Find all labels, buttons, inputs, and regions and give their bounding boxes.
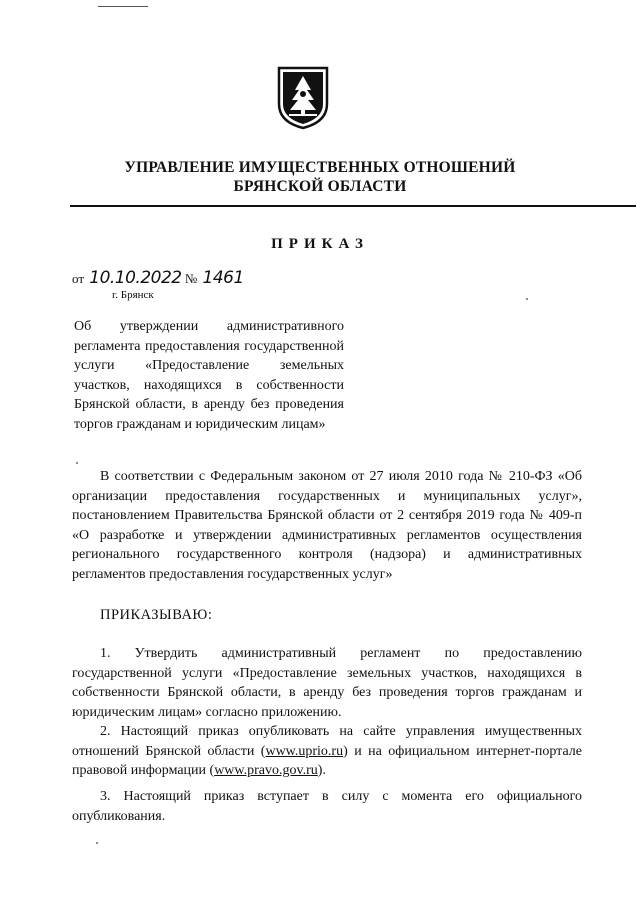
order-item-2-text-after: ). xyxy=(317,763,326,778)
pravo-link[interactable]: www.pravo.gov.ru xyxy=(214,763,318,778)
uprio-link[interactable]: www.uprio.ru xyxy=(265,743,344,759)
scan-artifact-line xyxy=(98,6,148,7)
header-divider xyxy=(70,205,636,207)
order-item-2-text-before: 2. Настоящий приказ опубликовать на сайте управления имущественных отношений Брянской области ( xyxy=(72,724,582,759)
organization-name-line1: УПРАВЛЕНИЕ ИМУЩЕСТВЕННЫХ ОТНОШЕНИЙ xyxy=(124,159,516,176)
scan-speck xyxy=(96,842,98,844)
organization-name-line2: БРЯНСКОЙ ОБЛАСТИ xyxy=(233,178,407,195)
preamble-paragraph: В соответствии с Федеральным законом от 27 июля 2010 года № 210-ФЗ «Об организации предоставления государственных и муниципальных услуг», постановлением Правительства Брянской области от 2 сентября 2019 года № 409-п «О разработке и утверждении административных регламентов осуществления регионального государственного контроля (надзора) и административных регламентов предоставления государственных услуг» xyxy=(72,469,582,582)
document-subject: Об утверждении административного регламента предоставления государственной услуги «Предоставление земельных участков, находящихся в собственности Брянской области, в аренду без проведения торгов гражданам и юридическим лицам» xyxy=(74,319,344,432)
order-item-2-text-middle: ) и на официальном интернет-портале правовой информации ( xyxy=(72,743,582,778)
scan-speck xyxy=(76,462,78,464)
document-title: ПРИКАЗ xyxy=(271,236,369,252)
scan-speck xyxy=(526,298,528,300)
coat-of-arms-icon xyxy=(275,64,331,130)
city: г. Брянск xyxy=(112,289,154,301)
order-word: ПРИКАЗЫВАЮ: xyxy=(100,607,213,623)
order-item-2 xyxy=(72,722,582,781)
order-item-1: 1. Утвердить административный регламент по предоставлению государственной услуги «Предоставление земельных участков, находящихся в собственности Брянской области, в аренду без проведения торгов гражданам и юридическим лицам» согласно приложению. xyxy=(72,646,582,720)
order-item-3: 3. Настоящий приказ вступает в силу с момента его официального опубликования. xyxy=(72,789,582,824)
date-prefix: от xyxy=(72,271,85,286)
handwritten-number: 1461 xyxy=(202,268,244,288)
handwritten-date: 10.10.2022 xyxy=(89,268,182,288)
date-number-line xyxy=(72,268,244,288)
number-prefix: № xyxy=(184,271,198,286)
